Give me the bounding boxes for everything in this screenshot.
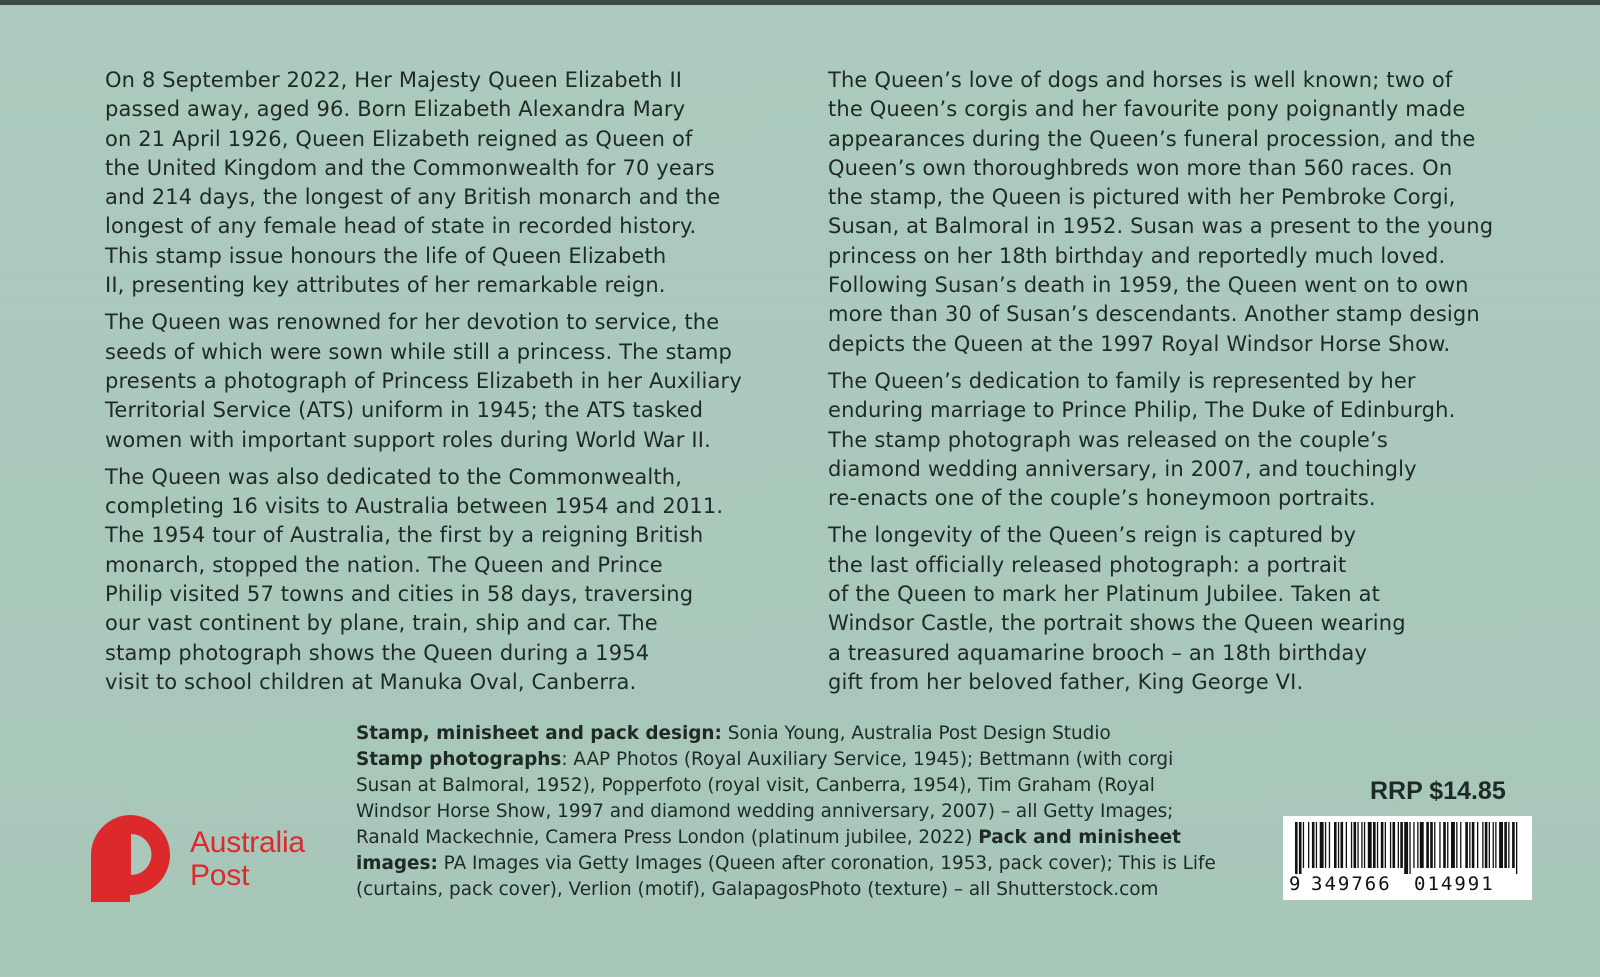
barcode-bar: [1477, 822, 1478, 868]
text-line: women with important support roles during World War II.: [105, 427, 711, 452]
barcode-bar: [1434, 822, 1435, 868]
text-line: the stamp, the Queen is pictured with her Pembroke Corgi,: [828, 185, 1456, 210]
text-line: of the Queen to mark her Platinum Jubilee. Taken at: [828, 582, 1380, 607]
text-line: presents a photograph of Princess Elizabeth in her Auxiliary: [105, 368, 742, 393]
text-line: This stamp issue honours the life of Queen Elizabeth: [105, 243, 667, 268]
photos-text-4: Ranald Mackechnie, Camera Press London (platinum jubilee, 2022): [356, 827, 979, 848]
barcode-bar: [1404, 822, 1408, 874]
barcode-bar: [1361, 822, 1362, 868]
barcode-bar: [1493, 822, 1494, 868]
barcode-bar: [1354, 822, 1357, 868]
barcode-bar: [1364, 822, 1365, 868]
barcode-bar: [1489, 822, 1490, 868]
barcode-bar: [1357, 822, 1358, 868]
text-line: The Queen’s dedication to family is represented by her: [828, 368, 1416, 393]
credits-pack-line-1: [356, 851, 1266, 877]
barcode-bar: [1443, 822, 1446, 868]
right-text-column: [828, 66, 1523, 705]
photos-text-1: : AAP Photos (Royal Auxiliary Service, 1945); Bettmann (with corgi: [561, 749, 1174, 770]
barcode-bar: [1485, 822, 1488, 868]
text-line: on 21 April 1926, Queen Elizabeth reigned as Queen of: [105, 126, 693, 151]
barcode-bar: [1393, 822, 1396, 868]
text-line: Following Susan’s death in 1959, the Queen went on to own: [828, 273, 1469, 298]
text-line: and 214 days, the longest of any British monarch and the: [105, 185, 721, 210]
barcode: [1283, 816, 1532, 900]
text-line: gift from her beloved father, King George VI.: [828, 669, 1304, 694]
text-line: monarch, stopped the nation. The Queen and Prince: [105, 552, 663, 577]
pack-label-1: Pack and minisheet: [978, 827, 1181, 848]
logo-line-1: Australia: [190, 826, 305, 859]
text-line: stamp photograph shows the Queen during a 1954: [105, 640, 650, 665]
barcode-bar: [1338, 822, 1339, 868]
text-line: The Queen’s love of dogs and horses is well known; two of: [828, 68, 1453, 92]
text-line: our vast continent by plane, train, ship and car. The: [105, 611, 658, 636]
pack-label-2: images:: [356, 853, 438, 874]
text-line: Windsor Castle, the portrait shows the Queen wearing: [828, 611, 1406, 636]
barcode-bars: [1295, 822, 1521, 874]
barcode-group-2: 014991: [1414, 873, 1495, 895]
text-line: II, presenting key attributes of her remarkable reign.: [105, 273, 666, 298]
design-label: Stamp, minisheet and pack design:: [356, 723, 722, 744]
barcode-bar: [1495, 822, 1496, 868]
barcode-bar: [1334, 822, 1337, 868]
australia-post-logo: [90, 812, 335, 902]
barcode-bar: [1516, 822, 1517, 874]
credits-pack-line-2: (curtains, pack cover), Verlion (motif), GalapagosPhoto (texture) – all Shutterstock.com: [356, 879, 1159, 900]
text-line: more than 30 of Susan’s descendants. Another stamp design: [828, 302, 1480, 327]
barcode-bar: [1451, 822, 1455, 868]
photos-label: Stamp photographs: [356, 749, 562, 770]
barcode-bar: [1295, 822, 1298, 874]
barcode-bar: [1512, 822, 1515, 868]
text-line: enduring marriage to Prince Philip, The Duke of Edinburgh.: [828, 398, 1456, 423]
text-line: The 1954 tour of Australia, the first by a reigning British: [105, 523, 704, 548]
paragraph-commonwealth: [105, 463, 775, 697]
barcode-bar: [1472, 822, 1475, 868]
barcode-bar: [1465, 822, 1468, 868]
barcode-bar: [1308, 822, 1309, 868]
recommended-retail-price: RRP $14.85: [1370, 777, 1506, 805]
barcode-group-1: 349766: [1311, 873, 1392, 895]
paragraph-family: [828, 367, 1523, 513]
barcode-digit-first: 9: [1289, 873, 1301, 895]
text-line: visit to school children at Manuka Oval, Canberra.: [105, 669, 637, 694]
barcode-bar: [1413, 822, 1414, 868]
barcode-bar: [1320, 822, 1324, 868]
text-line: passed away, aged 96. Born Elizabeth Alexandra Mary: [105, 97, 686, 122]
credits-photos-line-4: [356, 825, 1266, 851]
barcode-bar: [1312, 822, 1315, 868]
barcode-bar: [1409, 822, 1410, 874]
text-line: diamond wedding anniversary, in 2007, and touchingly: [828, 456, 1417, 481]
barcode-bar: [1400, 822, 1403, 868]
paragraph-service: [105, 308, 775, 454]
text-line: Philip visited 57 towns and cities in 58 days, traversing: [105, 582, 694, 607]
text-line: completing 16 visits to Australia between 1954 and 2011.: [105, 494, 724, 519]
barcode-bar: [1351, 822, 1352, 868]
barcode-bar: [1508, 822, 1509, 868]
barcode-bar: [1469, 822, 1470, 868]
barcode-bar: [1447, 822, 1448, 868]
barcode-bar: [1390, 822, 1391, 868]
australia-post-wordmark: [190, 826, 305, 892]
barcode-bar: [1426, 822, 1429, 868]
barcode-bar: [1316, 822, 1317, 868]
top-edge: [0, 0, 1600, 5]
text-line: the United Kingdom and the Commonwealth for 70 years: [105, 155, 715, 180]
text-line: On 8 September 2022, Her Majesty Queen Elizabeth II: [105, 68, 683, 92]
barcode-bar: [1420, 822, 1424, 868]
text-line: The stamp photograph was released on the couple’s: [828, 427, 1388, 452]
paragraph-dogs-horses: [828, 66, 1523, 359]
credits-photos-line-3: Windsor Horse Show, 1997 and diamond wedding anniversary, 2007) – all Getty Images;: [356, 801, 1174, 822]
barcode-bar: [1460, 822, 1461, 868]
barcode-bar: [1430, 822, 1433, 868]
barcode-bar: [1417, 822, 1418, 868]
barcode-bar: [1368, 822, 1372, 868]
text-line: re-enacts one of the couple’s honeymoon portraits.: [828, 486, 1376, 511]
credits-photos-line-2: Susan at Balmoral, 1952), Popperfoto (royal visit, Canberra, 1954), Tim Graham (Royal: [356, 775, 1155, 796]
barcode-bar: [1381, 822, 1384, 868]
text-line: Queen’s own thoroughbreds won more than 560 races. On: [828, 155, 1453, 180]
barcode-bar: [1456, 822, 1457, 868]
text-line: The Queen was also dedicated to the Commonwealth,: [105, 464, 683, 489]
credits-design-line: [356, 721, 1266, 747]
barcode-bar: [1398, 822, 1399, 868]
text-line: seeds of which were sown while still a princess. The stamp: [105, 339, 733, 364]
barcode-bar: [1377, 822, 1378, 868]
text-line: The Queen was renowned for her devotion to service, the: [105, 310, 720, 335]
credits-photos-line-1: [356, 747, 1266, 773]
text-line: depicts the Queen at the 1997 Royal Windsor Horse Show.: [828, 331, 1451, 356]
paragraph-intro: [105, 66, 775, 300]
barcode-bar: [1373, 822, 1376, 868]
barcode-bar: [1385, 822, 1386, 868]
paragraph-longevity: [828, 521, 1523, 697]
left-text-column: [105, 66, 775, 705]
barcode-bar: [1329, 822, 1330, 868]
barcode-bar: [1303, 822, 1304, 868]
text-line: Susan, at Balmoral in 1952. Susan was a present to the young: [828, 214, 1494, 239]
pack-text-1: PA Images via Getty Images (Queen after coronation, 1953, pack cover); This is Life: [437, 853, 1216, 874]
barcode-bar: [1299, 822, 1302, 874]
barcode-bar: [1499, 822, 1503, 868]
credits-block: [356, 721, 1266, 903]
design-text: Sonia Young, Australia Post Design Studio: [721, 723, 1111, 744]
barcode-bar: [1482, 822, 1483, 868]
barcode-bar: [1439, 822, 1440, 868]
text-line: The longevity of the Queen’s reign is captured by: [828, 523, 1357, 548]
australia-post-p-icon: [90, 812, 174, 902]
barcode-bar: [1346, 822, 1347, 868]
barcode-bar: [1504, 822, 1507, 868]
logo-line-2: Post: [190, 859, 250, 892]
text-line: the Queen’s corgis and her favourite pony poignantly made: [828, 97, 1466, 122]
text-line: Territorial Service (ATS) uniform in 1945; the ATS tasked: [105, 398, 704, 423]
barcode-bar: [1341, 822, 1344, 868]
text-line: longest of any female head of state in recorded history.: [105, 214, 697, 239]
barcode-bar: [1325, 822, 1326, 868]
text-line: the last officially released photograph: a portrait: [828, 552, 1347, 577]
text-line: a treasured aquamarine brooch – an 18th birthday: [828, 640, 1368, 665]
text-line: princess on her 18th birthday and reportedly much loved.: [828, 243, 1446, 268]
text-line: appearances during the Queen’s funeral procession, and the: [828, 126, 1476, 151]
